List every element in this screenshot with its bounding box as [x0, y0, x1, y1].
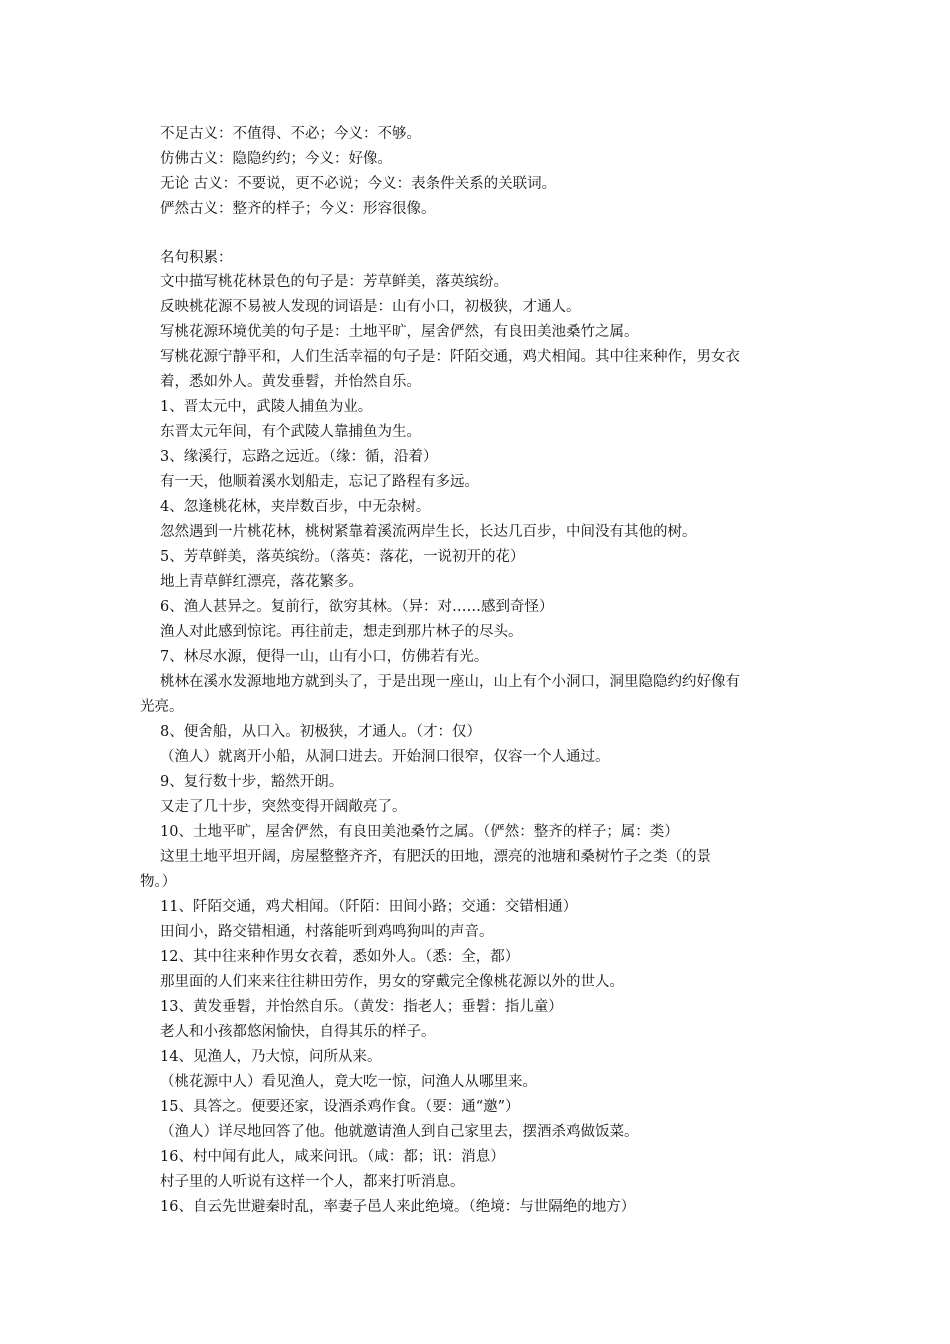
vocab-line: 俨然古义：整齐的样子；今义：形容很像。	[160, 201, 436, 217]
translation-line: 老人和小孩都悠闲愉快，自得其乐的样子。	[160, 1024, 436, 1040]
source-line: 3、缘溪行，忘路之远近。（缘：循，沿着）	[160, 449, 438, 465]
vocab-line: 仿佛古义：隐隐约约；今义：好像。	[160, 151, 392, 167]
vocab-line: 不足古义：不值得、不必；今义：不够。	[160, 126, 421, 142]
translation-line: 那里面的人们来来往往耕田劳作，男女的穿戴完全像桃花源以外的世人。	[160, 974, 624, 990]
source-line: 13、黄发垂髫，并怡然自乐。（黄发：指老人；垂髫：指儿童）	[160, 999, 563, 1015]
source-line: 8、便舍船，从口入。初极狭，才通人。（才：仅）	[160, 724, 481, 740]
translation-line: （桃花源中人）看见渔人，竟大吃一惊，问渔人从哪里来。	[160, 1074, 537, 1090]
source-line: 6、渔人甚异之。复前行，欲穷其林。（异：对……感到奇怪）	[160, 599, 554, 615]
section-heading: 名句积累：	[160, 250, 233, 266]
translation-line-continued: 光亮。	[140, 699, 184, 715]
source-line: 1、晋太元中，武陵人捕鱼为业。	[160, 399, 373, 415]
famous-line: 着，悉如外人。黄发垂髫，并怡然自乐。	[160, 374, 421, 390]
translation-line: 田间小，路交错相通，村落能听到鸡鸣狗叫的声音。	[160, 924, 494, 940]
translation-line: 东晋太元年间，有个武陵人靠捕鱼为生。	[160, 424, 421, 440]
famous-line: 写桃花源环境优美的句子是：土地平旷，屋舍俨然，有良田美池桑竹之属。	[160, 324, 639, 340]
source-line: 16、自云先世避秦时乱，率妻子邑人来此绝境。（绝境：与世隔绝的地方）	[160, 1199, 636, 1215]
source-line: 12、其中往来种作男女衣着，悉如外人。（悉：全，都）	[160, 949, 520, 965]
translation-line: 桃林在溪水发源地地方就到头了，于是出现一座山，山上有个小洞口，洞里隐隐约约好像有	[160, 674, 740, 690]
famous-line: 反映桃花源不易被人发现的词语是：山有小口，初极狭，才通人。	[160, 299, 581, 315]
translation-line: 渔人对此感到惊诧。再往前走，想走到那片林子的尽头。	[160, 624, 523, 640]
source-line: 5、芳草鲜美，落英缤纷。（落英：落花，一说初开的花）	[160, 549, 525, 565]
source-line: 9、复行数十步，豁然开朗。	[160, 774, 344, 790]
famous-line: 文中描写桃花林景色的句子是：芳草鲜美，落英缤纷。	[160, 274, 508, 290]
translation-line-continued: 物。）	[140, 874, 177, 890]
translation-line: 这里土地平坦开阔，房屋整整齐齐，有肥沃的田地，漂亮的池塘和桑树竹子之类（的景	[160, 849, 711, 865]
vocab-line: 无论 古义：不要说，更不必说；今义：表条件关系的关联词。	[160, 176, 557, 192]
source-line: 15、具答之。便要还家，设酒杀鸡作食。（要：通“邀”）	[160, 1099, 520, 1115]
source-line: 4、忽逢桃花林，夹岸数百步，中无杂树。	[160, 499, 431, 515]
source-line: 11、阡陌交通，鸡犬相闻。（阡陌：田间小路；交通：交错相通）	[160, 899, 578, 915]
translation-line: （渔人）详尽地回答了他。他就邀请渔人到自己家里去，摆酒杀鸡做饭菜。	[160, 1124, 639, 1140]
translation-line: 村子里的人听说有这样一个人，都来打听消息。	[160, 1174, 465, 1190]
source-line: 10、土地平旷，屋舍俨然，有良田美池桑竹之属。（俨然：整齐的样子；属：类）	[160, 824, 679, 840]
source-line: 7、林尽水源，便得一山，山有小口，仿佛若有光。	[160, 649, 489, 665]
source-line: 16、村中闻有此人，咸来问讯。（咸：都；讯：消息）	[160, 1149, 505, 1165]
translation-line: 又走了几十步，突然变得开阔敞亮了。	[160, 799, 407, 815]
source-line: 14、见渔人，乃大惊，问所从来。	[160, 1049, 382, 1065]
translation-line: （渔人）就离开小船，从洞口进去。开始洞口很窄，仅容一个人通过。	[160, 749, 610, 765]
translation-line: 有一天，他顺着溪水划船走，忘记了路程有多远。	[160, 474, 479, 490]
translation-line: 地上青草鲜红漂亮，落花繁多。	[160, 574, 363, 590]
famous-line: 写桃花源宁静平和，人们生活幸福的句子是：阡陌交通，鸡犬相闻。其中往来种作，男女衣	[160, 349, 740, 365]
translation-line: 忽然遇到一片桃花林，桃树紧靠着溪流两岸生长，长达几百步，中间没有其他的树。	[160, 524, 697, 540]
